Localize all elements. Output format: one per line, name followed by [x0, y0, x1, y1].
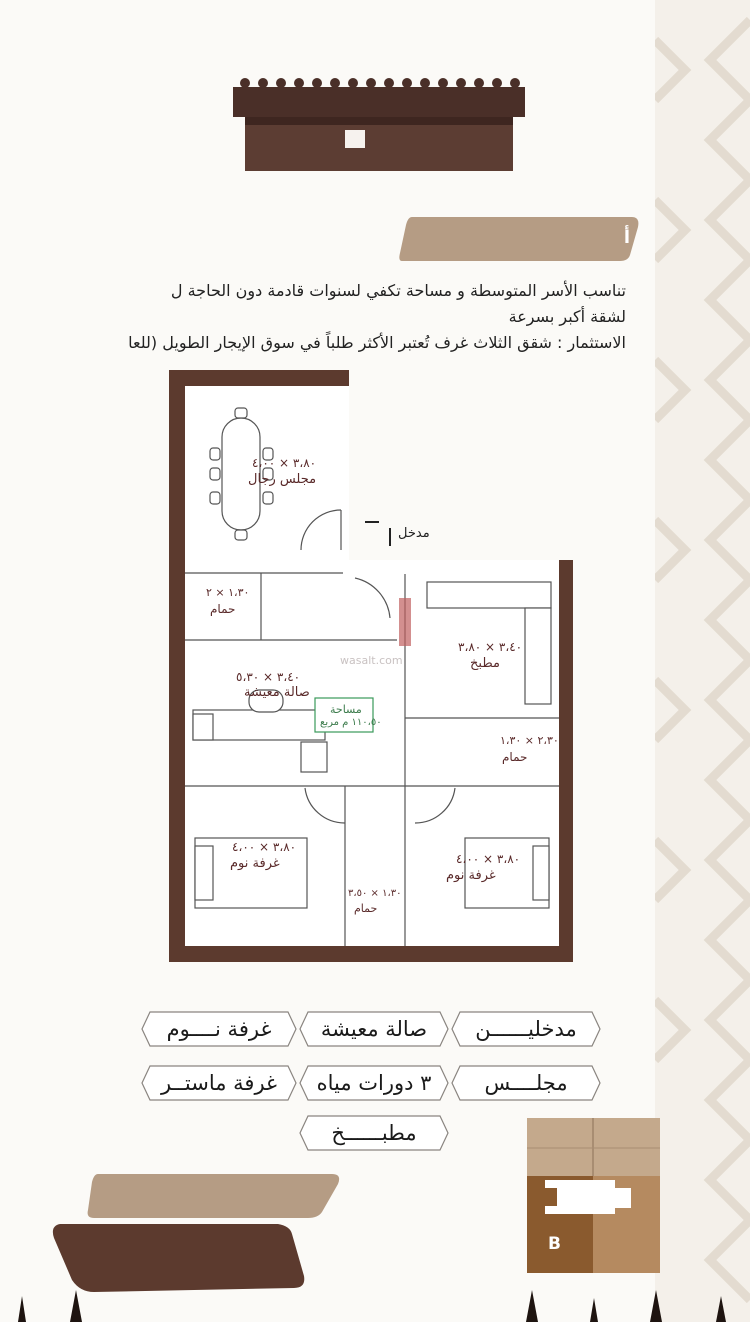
room-living-name: صالة معيشة: [244, 685, 310, 700]
unit-thumbnail-label: B: [548, 1234, 561, 1254]
feature-entrances-label: مدخليــــــن: [475, 1017, 577, 1041]
feature-bathrooms: [298, 1064, 450, 1102]
feature-bathrooms-label: ٣ دورات مياه: [316, 1071, 432, 1095]
room-kitchen-name: مطبخ: [470, 656, 500, 671]
description-line-3: الاستثمار : شقق الثلاث غرف تُعتبر الأكثر طلباً في سوق الإيجار الطويل (للعا: [128, 333, 626, 352]
room-bath2-name: حمام: [502, 750, 528, 764]
description: [90, 278, 626, 356]
room-bed1-size: ٣،٨٠ × ٤،٠٠: [232, 840, 297, 854]
description-line-2: لشقة أكبر بسرعة: [508, 307, 626, 326]
description-line-1: تناسب الأسر المتوسطة و مساحة تكفي لسنوات قادمة دون الحاجة ل: [170, 281, 626, 300]
room-majlis-size: ٣،٨٠ × ٤،٠٠: [252, 456, 317, 470]
room-bath2-size: ٢،٣٠ × ١،٣٠: [500, 734, 559, 747]
room-living-size: ٣،٤٠ × ٥،٣٠: [236, 670, 301, 684]
feature-bedroom-label: غرفة نــــوم: [166, 1017, 272, 1041]
room-bath1-name: حمام: [210, 602, 236, 616]
area-label: مساحة: [330, 703, 362, 716]
feature-kitchen-label: مطبــــــخ: [331, 1121, 417, 1145]
decorative-spikes: [0, 1290, 750, 1322]
decorative-pattern: [655, 0, 750, 1322]
feature-bedroom: [140, 1010, 298, 1048]
room-bath1-size: ١،٣٠ × ٢: [206, 586, 250, 599]
feature-living: [298, 1010, 450, 1048]
watermark: wasalt.com: [340, 654, 403, 667]
feature-master-label: غرفة ماستــر: [161, 1071, 278, 1095]
feature-kitchen: [298, 1114, 450, 1152]
feature-master: [140, 1064, 298, 1102]
room-kitchen-size: ٣،٤٠ × ٣،٨٠: [458, 640, 523, 654]
feature-entrances: [450, 1010, 602, 1048]
room-majlis-name: مجلس رجال: [248, 472, 317, 487]
floor-plan: [165, 368, 577, 966]
decorative-banner: [50, 1168, 350, 1298]
area-value: ١١٠،٥٠ م مربع: [320, 717, 382, 728]
room-bed2-name: غرفة نوم: [446, 868, 496, 883]
title-text: أ: [623, 227, 630, 248]
feature-majlis: [450, 1064, 602, 1102]
room-bed2-size: ٣،٨٠ × ٤،٠٠: [456, 852, 521, 866]
feature-living-label: صالة معيشة: [320, 1017, 428, 1041]
entrance-label: مدخل: [398, 526, 430, 541]
room-bed1-name: غرفة نوم: [230, 856, 280, 871]
room-bath3-name: حمام: [354, 902, 378, 915]
header-ornament: [233, 75, 525, 171]
room-bath3-size: ١،٣٠ × ٣،٥٠: [348, 888, 402, 899]
unit-thumbnail: [527, 1118, 660, 1273]
feature-majlis-label: مجلــــس: [484, 1071, 568, 1095]
